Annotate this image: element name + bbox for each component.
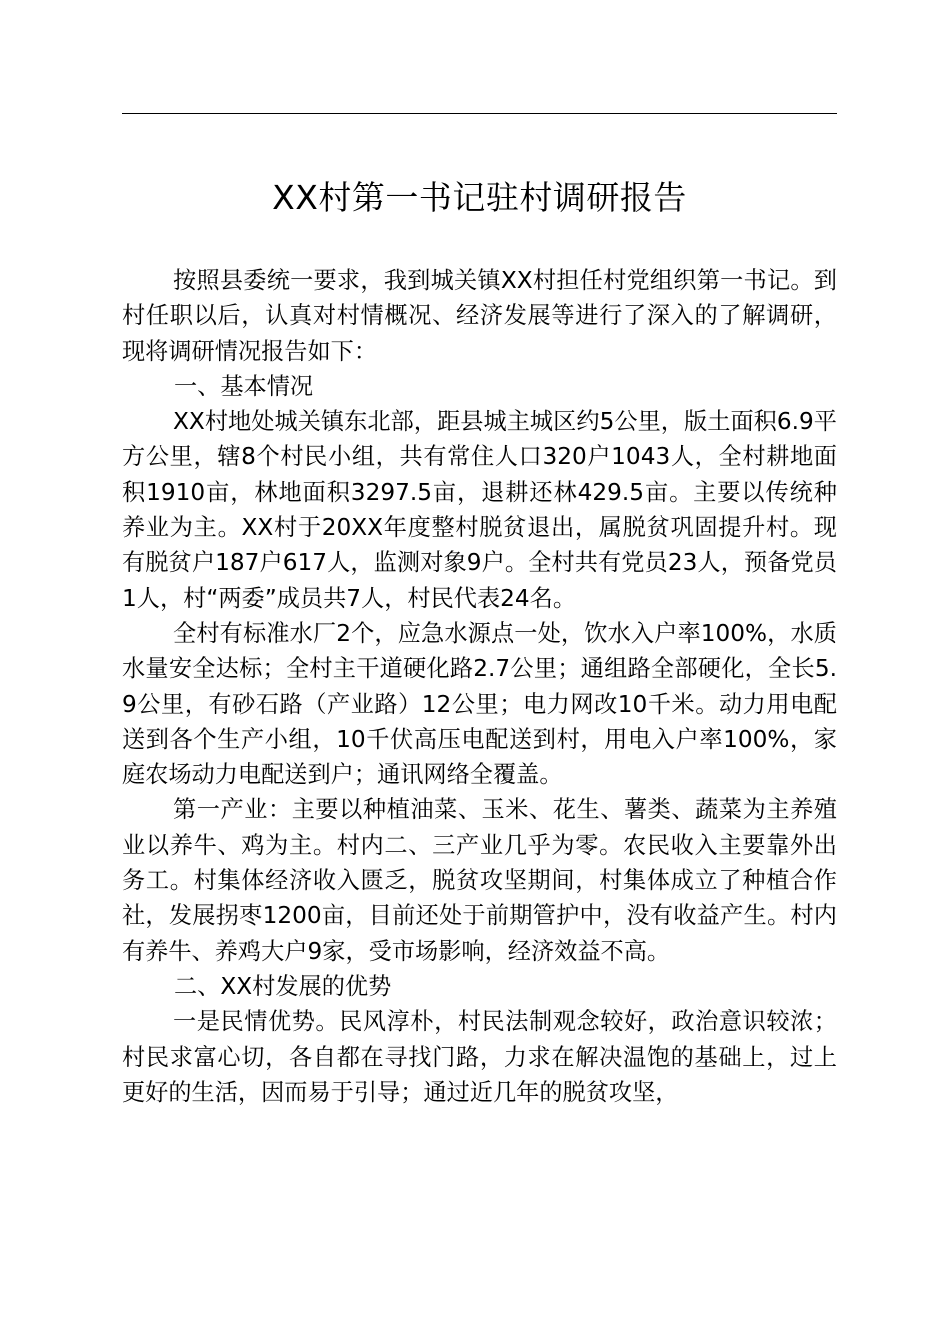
paragraph-advantage-people: 一是民情优势。民风淳朴，村民法制观念较好，政治意识较浓；村民求富心切，各自都在寻找门路，力求在解决温饱的基础上，过上更好的生活，因而易于引导；通过近几年的脱贫攻坚， — [122, 1008, 837, 1106]
intro-paragraph: 按照县委统一要求，我到城关镇XX村担任村党组织第一书记。到村任职以后，认真对村情概况、经济发展等进行了深入的了解调研，现将调研情况报告如下： — [122, 267, 837, 365]
section-heading-basic-situation: 一、基本情况 — [174, 372, 314, 400]
header-rule — [122, 113, 837, 114]
paragraph-infrastructure: 全村有标准水厂2个，应急水源点一处，饮水入户率100%，水质水量安全达标；全村主干道硬化路2.7公里；通组路全部硬化，全长5.9公里，有砂石路（产业路）12公里；电力网改10千米。动力用电配送到各个生产小组，10千伏高压电配送到村，用电入户率100%，家庭农场动力电配送到户；通讯网络全覆盖。 — [122, 619, 837, 789]
document-title: XX村第一书记驻村调研报告 — [272, 178, 687, 217]
paragraph-village-overview: XX村地处城关镇东北部，距县城主城区约5公里，版土面积6.9平方公里，辖8个村民小组，共有常住人口320户1043人，全村耕地面积1910亩，林地面积3297.5亩，退耕还林429.5亩。主要以传统种养业为主。XX村于20XX年度整村脱贫退出，属脱贫巩固提升村。现有脱贫户187户617人，监测对象9户。全村共有党员23人，预备党员1人，村“两委”成员共7人，村民代表24名。 — [122, 408, 837, 612]
paragraph-industry: 第一产业：主要以种植油菜、玉米、花生、薯类、蔬菜为主养殖业以养牛、鸡为主。村内二、三产业几乎为零。农民收入主要靠外出务工。村集体经济收入匮乏，脱贫攻坚期间，村集体成立了种植合作社，发展拐枣1200亩，目前还处于前期管护中，没有收益产生。村内有养牛、养鸡大户9家，受市场影响，经济效益不高。 — [122, 796, 837, 965]
document-body — [122, 263, 837, 1110]
section-heading-advantages: 二、XX村发展的优势 — [174, 972, 392, 1000]
